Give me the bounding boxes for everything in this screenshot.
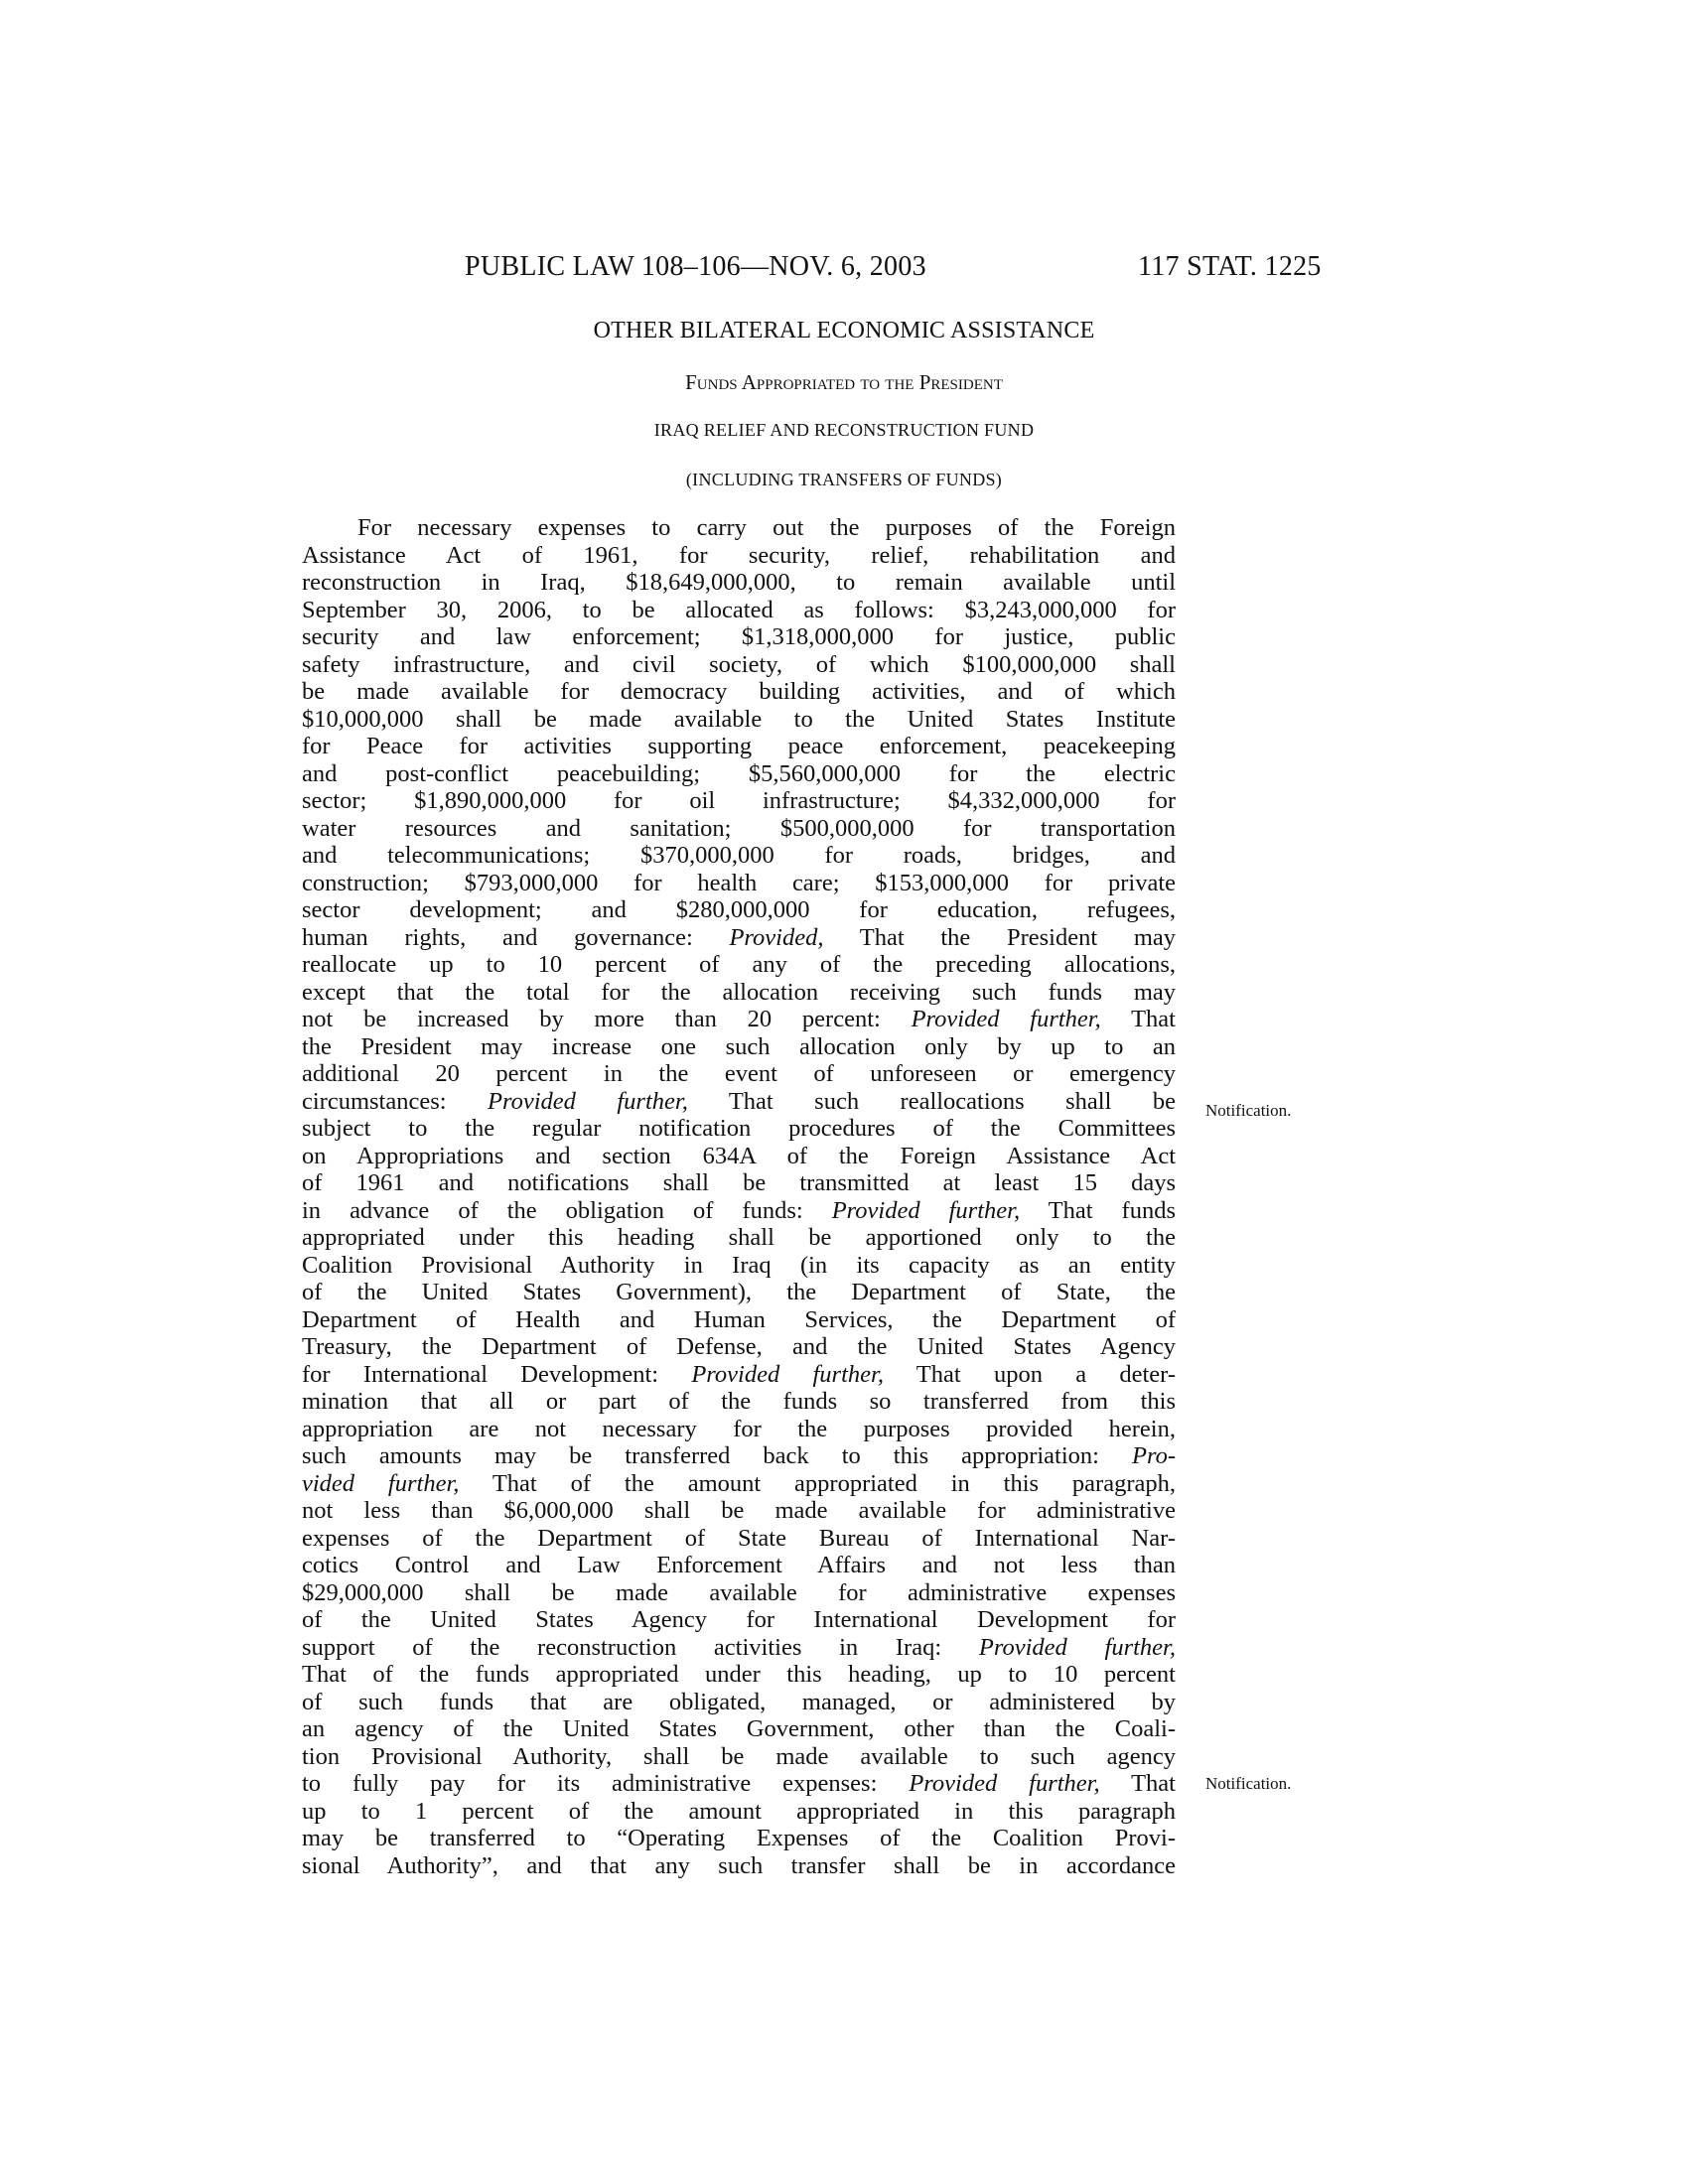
body-line: of the United States Government), the Department of State, the — [302, 1279, 1176, 1305]
body-line: Treasury, the Department of Defense, and the United States Agency — [302, 1333, 1176, 1360]
body-line: be made available for democracy building activities, and of which — [302, 678, 1176, 705]
body-line: additional 20 percent in the event of unforeseen or emergency — [302, 1060, 1176, 1087]
body-line: sional Authority”, and that any such transfer shall be in accordance — [302, 1851, 1176, 1879]
body-line: except that the total for the allocation receiving such funds may — [302, 978, 1176, 1006]
body-line: reconstruction in Iraq, $18,649,000,000, to remain available until — [302, 569, 1176, 596]
body-line: on Appropriations and section 634A of the Foreign Assistance Act — [302, 1142, 1176, 1169]
body-line: for Peace for activities supporting peace enforcement, peacekeeping — [302, 733, 1176, 759]
body-line: reallocate up to 10 percent of any of the preceding allocations, — [302, 951, 1176, 978]
body-line: to fully pay for its administrative expenses: Provided further, That — [302, 1770, 1176, 1797]
body-line: and telecommunications; $370,000,000 for roads, bridges, and — [302, 842, 1176, 869]
body-line: Coalition Provisional Authority in Iraq (in its capacity as an entity — [302, 1251, 1176, 1279]
body-line: the President may increase one such allocation only by up to an — [302, 1032, 1176, 1060]
body-line: water resources and sanitation; $500,000,000 for transportation — [302, 814, 1176, 842]
body-line: subject to the regular notification procedures of the Committees — [302, 1115, 1176, 1142]
body-line: such amounts may be transferred back to this appropriation: Pro- — [302, 1442, 1176, 1469]
body-line: tion Provisional Authority, shall be made available to such agency — [302, 1742, 1176, 1770]
body-line: construction; $793,000,000 for health care; $153,000,000 for private — [302, 869, 1176, 896]
margin-note-notification: Notification. — [1205, 1774, 1292, 1793]
body-line: of 1961 and notifications shall be transmitted at least 15 days — [302, 1169, 1176, 1196]
section-title: OTHER BILATERAL ECONOMIC ASSISTANCE — [593, 318, 1095, 343]
body-line: Assistance Act of 1961, for security, relief, rehabilitation and — [302, 541, 1176, 569]
body-line: Department of Health and Human Services, the Department of — [302, 1305, 1176, 1333]
body-line: for International Development: Provided further, That upon a deter- — [302, 1360, 1176, 1388]
statute-reference: 117 STAT. 1225 — [1138, 251, 1322, 282]
fund-name-heading: IRAQ RELIEF AND RECONSTRUCTION FUND — [653, 420, 1035, 440]
body-line: circumstances: Provided further, That such reallocations shall be — [302, 1087, 1176, 1115]
body-line: an agency of the United States Government, other than the Coali- — [302, 1715, 1176, 1742]
appropriation-paragraph — [302, 514, 1176, 1879]
body-line: of such funds that are obligated, managed, or administered by — [302, 1688, 1176, 1715]
body-line: and post-conflict peacebuilding; $5,560,000,000 for the electric — [302, 759, 1176, 787]
transfers-note-heading: (INCLUDING TRANSFERS OF FUNDS) — [685, 470, 1003, 489]
body-line: support of the reconstruction activities in Iraq: Provided further, — [302, 1633, 1176, 1661]
body-line: safety infrastructure, and civil society, of which $100,000,000 shall — [302, 650, 1176, 678]
body-line: not less than $6,000,000 shall be made available for administrative — [302, 1497, 1176, 1524]
body-line: sector; $1,890,000,000 for oil infrastructure; $4,332,000,000 for — [302, 787, 1176, 814]
body-line: expenses of the Department of State Bureau of International Nar- — [302, 1524, 1176, 1552]
body-line: mination that all or part of the funds so transferred from this — [302, 1388, 1176, 1415]
body-line: vided further, That of the amount appropriated in this paragraph, — [302, 1469, 1176, 1497]
body-line: For necessary expenses to carry out the purposes of the Foreign — [357, 514, 1176, 541]
body-line: human rights, and governance: Provided, That the President may — [302, 923, 1176, 951]
section-subtitle: Funds Appropriated to the President — [685, 370, 1003, 394]
body-line: $29,000,000 shall be made available for administrative expenses — [302, 1578, 1176, 1606]
body-line: not be increased by more than 20 percent: Provided further, That — [302, 1006, 1176, 1032]
body-line: of the United States Agency for International Development for — [302, 1606, 1176, 1633]
body-line: appropriation are not necessary for the purposes provided herein, — [302, 1415, 1176, 1442]
body-line: in advance of the obligation of funds: Provided further, That funds — [302, 1196, 1176, 1224]
law-title-header: PUBLIC LAW 108–106—NOV. 6, 2003 — [465, 251, 926, 282]
margin-note-notification: Notification. — [1205, 1101, 1292, 1120]
body-line: security and law enforcement; $1,318,000,000 for justice, public — [302, 623, 1176, 650]
body-line: September 30, 2006, to be allocated as follows: $3,243,000,000 for — [302, 596, 1176, 623]
body-line: sector development; and $280,000,000 for education, refugees, — [302, 896, 1176, 923]
body-line: appropriated under this heading shall be apportioned only to the — [302, 1224, 1176, 1251]
body-line: up to 1 percent of the amount appropriated in this paragraph — [302, 1797, 1176, 1825]
body-line: may be transferred to “Operating Expenses of the Coalition Provi- — [302, 1825, 1176, 1851]
body-line: That of the funds appropriated under this heading, up to 10 percent — [302, 1661, 1176, 1688]
body-line: cotics Control and Law Enforcement Affairs and not less than — [302, 1552, 1176, 1578]
body-line: $10,000,000 shall be made available to the United States Institute — [302, 705, 1176, 733]
